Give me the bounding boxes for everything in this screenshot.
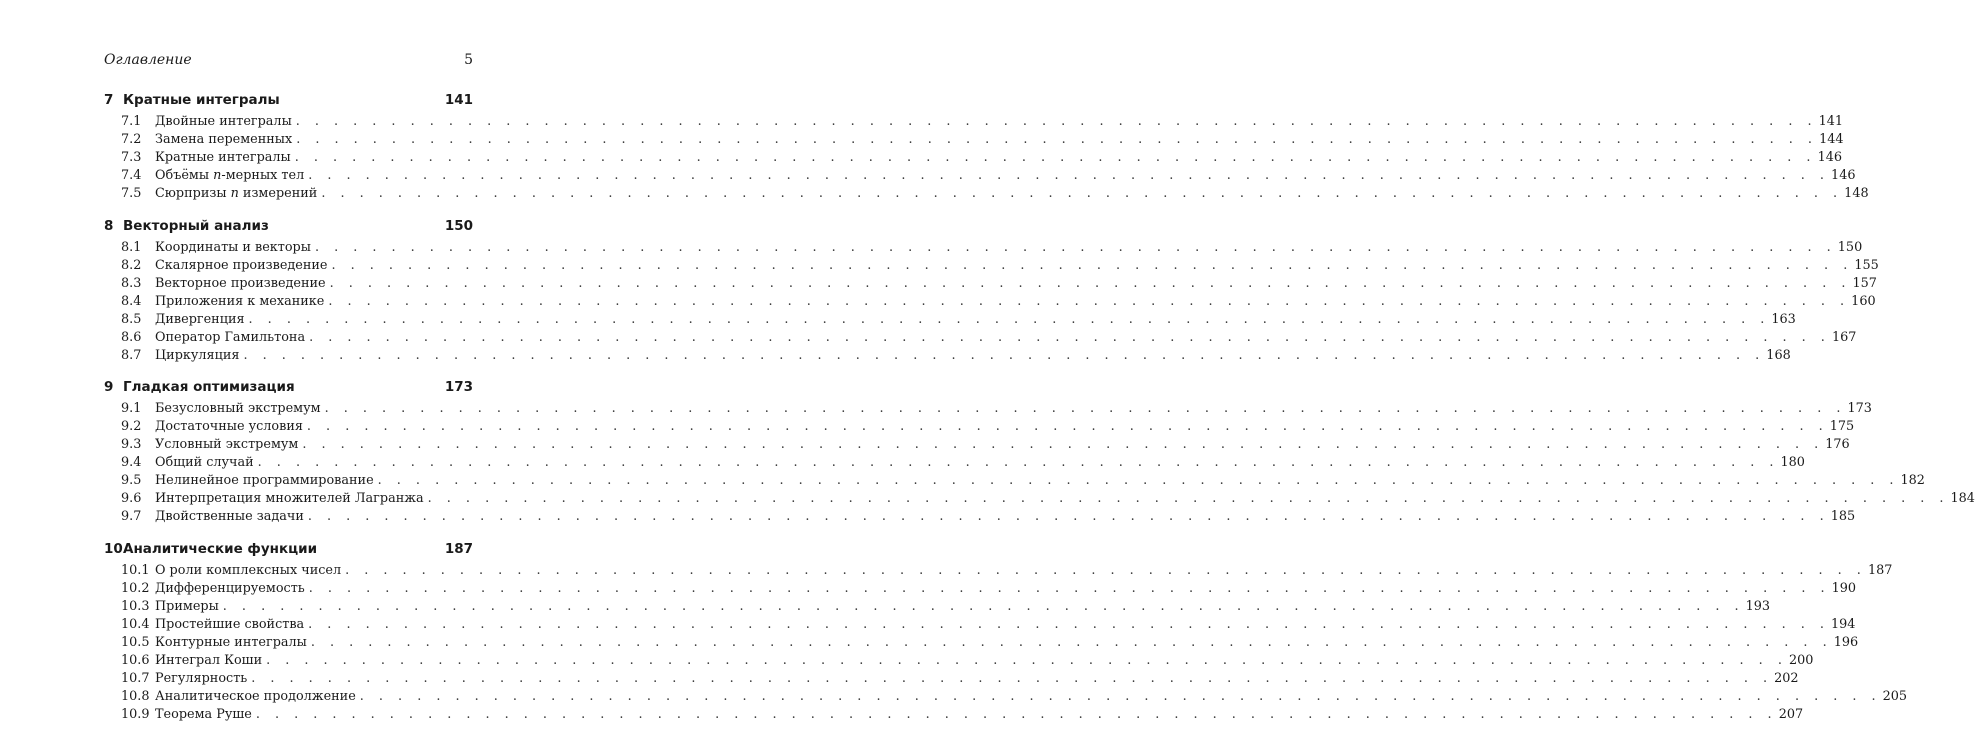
section-number: 9.2 [121,419,142,434]
chapter-title: Кратные интегралы [123,92,280,108]
section-page: 155 [1854,257,1879,273]
section-entry[interactable] [104,168,1856,186]
section-page: 175 [1829,419,1855,434]
section-entry[interactable] [104,598,1771,617]
dot-leader: . . . . . . . . . . . . . . . . . . . . . . . . . . . . . . . . . . . . . . . . . . . . . . . . . . . . . . . . . . . . . . . . . . . . . . . . . . . . . . . . [324,401,1846,416]
section-page: 168 [1766,347,1791,363]
section-title: Приложения к механике [155,293,325,309]
dot-leader: . . . . . . . . . . . . . . . . . . . . . . . . . . . . . . . . . . . . . . . . . . . . . . . . . . . . . . . . . . . . . . . . . . . . . . . . . . . . . . . . [328,293,1850,309]
section-page: 144 [1819,132,1844,147]
section-number: 10.5 [121,634,150,650]
chapter-number: 10 [104,540,123,557]
section-page: 200 [1788,652,1814,668]
section-page: 196 [1833,634,1859,650]
section-page: 185 [1830,509,1856,524]
chapter-entry[interactable] [104,379,473,401]
section-entry[interactable] [104,473,1925,491]
section-entry[interactable] [104,706,1804,725]
section-number: 10.7 [121,670,150,686]
dot-leader: . . . . . . . . . . . . . . . . . . . . . . . . . . . . . . . . . . . . . . . . . . . . . . . . . . . . . . . . . . . . . . . . . . . . . . . . . . . . . . . . [302,437,1824,452]
section-number: 9.1 [121,401,142,416]
section-page: 150 [1837,239,1863,255]
section-page: 207 [1778,706,1804,722]
page-number: 5 [464,52,473,68]
section-page: 205 [1882,688,1908,704]
section-number: 9.7 [121,509,142,524]
section-title: Простейшие свойства [155,616,305,632]
section-entry[interactable] [104,580,1857,599]
section-entry[interactable] [104,132,1844,150]
section-title: Интеграл Коши [155,652,263,668]
section-number: 10.3 [121,598,150,614]
section-entry[interactable] [104,401,1872,419]
section-entry[interactable] [104,329,1857,348]
section-number: 9.6 [121,491,142,506]
section-page: 146 [1817,150,1842,165]
section-page: 193 [1745,598,1771,614]
chapter-block [104,217,1879,366]
chapter-entry[interactable] [104,218,473,240]
section-page: 146 [1831,168,1856,183]
dot-leader: . . . . . . . . . . . . . . . . . . . . . . . . . . . . . . . . . . . . . . . . . . . . . . . . . . . . . . . . . . . . . . . . . . . . . . . . . . . . . . . . [294,150,1816,165]
dot-leader: . . . . . . . . . . . . . . . . . . . . . . . . . . . . . . . . . . . . . . . . . . . . . . . . . . . . . . . . . . . . . . . . . . . . . . . . . . . . . . . . [359,688,1882,704]
section-number: 8.1 [121,239,142,255]
section-title: Нелинейное программирование [155,473,374,488]
section-entry[interactable] [104,562,1893,581]
section-number: 7.2 [121,132,142,147]
section-number: 10.2 [121,580,150,596]
section-title: Замена переменных [155,132,293,147]
dot-leader: . . . . . . . . . . . . . . . . . . . . . . . . . . . . . . . . . . . . . . . . . . . . . . . . . . . . . . . . . . . . . . . . . . . . . . . . . . . . . . . . [377,473,1899,488]
section-number: 7.3 [121,150,142,165]
section-number: 8.7 [121,347,142,363]
section-entry[interactable] [104,616,1856,635]
section-number: 10.6 [121,652,150,668]
section-page: 187 [1867,562,1893,578]
section-page: 190 [1831,580,1857,596]
section-number: 8.4 [121,293,142,309]
dot-leader: . . . . . . . . . . . . . . . . . . . . . . . . . . . . . . . . . . . . . . . . . . . . . . . . . . . . . . . . . . . . . . . . . . . . . . . . . . . . . . . . [310,634,1833,650]
section-number: 10.9 [121,706,150,722]
section-page: 173 [1847,401,1872,416]
running-head [104,52,473,72]
section-title: Общий случай [155,455,254,470]
section-number: 8.5 [121,311,142,327]
dot-leader: . . . . . . . . . . . . . . . . . . . . . . . . . . . . . . . . . . . . . . . . . . . . . . . . . . . . . . . . . . . . . . . . . . . . . . . . . . . . . . . . [331,257,1853,273]
section-title: Циркуляция [155,347,240,363]
section-number: 9.4 [121,455,142,470]
section-page: 141 [1818,114,1844,129]
section-entry[interactable] [104,257,1879,276]
dot-leader: . . . . . . . . . . . . . . . . . . . . . . . . . . . . . . . . . . . . . . . . . . . . . . . . . . . . . . . . . . . . . . . . . . . . . . . . . . . . . . . . [308,616,1830,632]
section-page: 176 [1825,437,1850,452]
chapter-block [104,92,1869,204]
dot-leader: . . . . . . . . . . . . . . . . . . . . . . . . . . . . . . . . . . . . . . . . . . . . . . . . . . . . . . . . . . . . . . . . . . . . . . . . . . . . . . . . [257,455,1779,470]
section-entry[interactable] [104,293,1876,312]
dot-leader: . . . . . . . . . . . . . . . . . . . . . . . . . . . . . . . . . . . . . . . . . . . . . . . . . . . . . . . . . . . . . . . . . . . . . . . . . . . . . . . . [296,132,1818,147]
dot-leader: . . . . . . . . . . . . . . . . . . . . . . . . . . . . . . . . . . . . . . . . . . . . . . . . . . . . . . . . . . . . . . . . . . . . . . . . . . . . . . . . [307,509,1830,524]
dot-leader: . . . . . . . . . . . . . . . . . . . . . . . . . . . . . . . . . . . . . . . . . . . . . . . . . . . . . . . . . . . . . . . . . . . . . . . . . . . . . . . . [321,186,1843,201]
section-title: Кратные интегралы [155,150,291,165]
section-entry[interactable] [104,688,1908,707]
section-entry[interactable] [104,311,1796,330]
section-title: Скалярное произведение [155,257,328,273]
section-page: 167 [1831,329,1857,345]
dot-leader: . . . . . . . . . . . . . . . . . . . . . . . . . . . . . . . . . . . . . . . . . . . . . . . . . . . . . . . . . . . . . . . . . . . . . . . . . . . . . . . . [222,598,1745,614]
chapter-entry[interactable] [104,92,473,114]
section-number: 8.2 [121,257,142,273]
section-entry[interactable] [104,239,1863,258]
section-entry[interactable] [104,634,1859,653]
section-title: Дивергенция [155,311,245,327]
section-title: Объёмы n-мерных тел [155,168,305,183]
section-title: Двойные интегралы [155,114,292,129]
section-entry[interactable] [104,652,1814,671]
dot-leader: . . . . . . . . . . . . . . . . . . . . . . . . . . . . . . . . . . . . . . . . . . . . . . . . . . . . . . . . . . . . . . . . . . . . . . . . . . . . . . . . [248,311,1770,327]
section-page: 163 [1771,311,1796,327]
dot-leader: . . . . . . . . . . . . . . . . . . . . . . . . . . . . . . . . . . . . . . . . . . . . . . . . . . . . . . . . . . . . . . . . . . . . . . . . . . . . . . . . [306,419,1829,434]
chapter-page: 141 [444,92,473,108]
table-of-contents [104,92,1975,738]
section-number: 7.5 [121,186,142,201]
dot-leader: . . . . . . . . . . . . . . . . . . . . . . . . . . . . . . . . . . . . . . . . . . . . . . . . . . . . . . . . . . . . . . . . . . . . . . . . . . . . . . . . [308,168,1830,183]
section-title: О роли комплексных чисел [155,562,342,578]
dot-leader: . . . . . . . . . . . . . . . . . . . . . . . . . . . . . . . . . . . . . . . . . . . . . . . . . . . . . . . . . . . . . . . . . . . . . . . . . . . . . . . . [243,347,1765,363]
dot-leader: . . . . . . . . . . . . . . . . . . . . . . . . . . . . . . . . . . . . . . . . . . . . . . . . . . . . . . . . . . . . . . . . . . . . . . . . . . . . . . . . [329,275,1851,291]
section-entry[interactable] [104,150,1842,168]
chapter-number: 9 [104,379,114,395]
dot-leader: . . . . . . . . . . . . . . . . . . . . . . . . . . . . . . . . . . . . . . . . . . . . . . . . . . . . . . . . . . . . . . . . . . . . . . . . . . . . . . . . [255,706,1778,722]
section-entry[interactable] [104,114,1844,132]
section-entry[interactable] [104,509,1856,527]
chapter-page: 150 [444,217,473,234]
section-title: Контурные интегралы [155,634,307,650]
section-title: Сюрпризы n измерений [155,186,318,201]
dot-leader: . . . . . . . . . . . . . . . . . . . . . . . . . . . . . . . . . . . . . . . . . . . . . . . . . . . . . . . . . . . . . . . . . . . . . . . . . . . . . . . . [345,562,1867,578]
section-title: Координаты и векторы [155,239,311,255]
chapter-title: Векторный анализ [123,217,269,234]
chapter-entry[interactable] [104,541,473,563]
section-page: 194 [1831,616,1856,632]
chapter-number: 7 [104,92,114,108]
chapter-number: 8 [104,217,114,234]
section-title: Оператор Гамильтона [155,329,306,345]
section-number: 7.4 [121,168,142,183]
section-title: Условный экстремум [155,437,299,452]
chapter-block [104,540,1908,725]
section-number: 10.4 [121,616,150,632]
chapter-block [104,379,1975,527]
chapter-title: Аналитические функции [123,540,318,557]
dot-leader: . . . . . . . . . . . . . . . . . . . . . . . . . . . . . . . . . . . . . . . . . . . . . . . . . . . . . . . . . . . . . . . . . . . . . . . . . . . . . . . . [308,580,1831,596]
section-number: 10.8 [121,688,150,704]
section-entry[interactable] [104,275,1877,294]
section-title: Теорема Руше [155,706,252,722]
section-entry[interactable] [104,455,1805,473]
chapter-title: Гладкая оптимизация [123,379,295,395]
section-title: Интерпретация множителей Лагранжа [155,491,424,506]
section-title: Безусловный экстремум [155,401,321,416]
section-page: 160 [1851,293,1876,309]
section-entry[interactable] [104,419,1855,437]
section-page: 180 [1780,455,1805,470]
dot-leader: . . . . . . . . . . . . . . . . . . . . . . . . . . . . . . . . . . . . . . . . . . . . . . . . . . . . . . . . . . . . . . . . . . . . . . . . . . . . . . . . [266,652,1788,668]
section-title: Примеры [155,598,219,614]
section-title: Аналитическое продолжение [155,688,356,704]
dot-leader: . . . . . . . . . . . . . . . . . . . . . . . . . . . . . . . . . . . . . . . . . . . . . . . . . . . . . . . . . . . . . . . . . . . . . . . . . . . . . . . . [251,670,1773,686]
dot-leader: . . . . . . . . . . . . . . . . . . . . . . . . . . . . . . . . . . . . . . . . . . . . . . . . . . . . . . . . . . . . . . . . . . . . . . . . . . . . . . . . [314,239,1837,255]
chapter-page: 187 [444,540,473,557]
section-title: Векторное произведение [155,275,326,291]
chapter-page: 173 [444,379,473,395]
section-title: Регулярность [155,670,248,686]
section-entry[interactable] [104,186,1869,204]
running-head-title: Оглавление [104,52,192,68]
dot-leader: . . . . . . . . . . . . . . . . . . . . . . . . . . . . . . . . . . . . . . . . . . . . . . . . . . . . . . . . . . . . . . . . . . . . . . . . . . . . . . . . [295,114,1818,129]
section-page: 157 [1852,275,1877,291]
section-page: 202 [1774,670,1799,686]
section-number: 9.5 [121,473,142,488]
section-page: 184 [1950,491,1975,506]
section-title: Достаточные условия [155,419,303,434]
section-number: 8.3 [121,275,142,291]
section-page: 182 [1900,473,1925,488]
section-title: Дифференцируемость [155,580,305,596]
section-number: 10.1 [121,562,150,578]
section-title: Двойственные задачи [155,509,304,524]
section-entry[interactable] [104,670,1799,689]
section-number: 9.3 [121,437,142,452]
section-number: 7.1 [121,114,142,129]
section-entry[interactable] [104,437,1850,455]
section-number: 8.6 [121,329,142,345]
dot-leader: . . . . . . . . . . . . . . . . . . . . . . . . . . . . . . . . . . . . . . . . . . . . . . . . . . . . . . . . . . . . . . . . . . . . . . . . . . . . . . . . [427,491,1949,506]
dot-leader: . . . . . . . . . . . . . . . . . . . . . . . . . . . . . . . . . . . . . . . . . . . . . . . . . . . . . . . . . . . . . . . . . . . . . . . . . . . . . . . . [309,329,1831,345]
section-entry[interactable] [104,491,1975,509]
section-entry[interactable] [104,347,1791,366]
section-page: 148 [1844,186,1869,201]
